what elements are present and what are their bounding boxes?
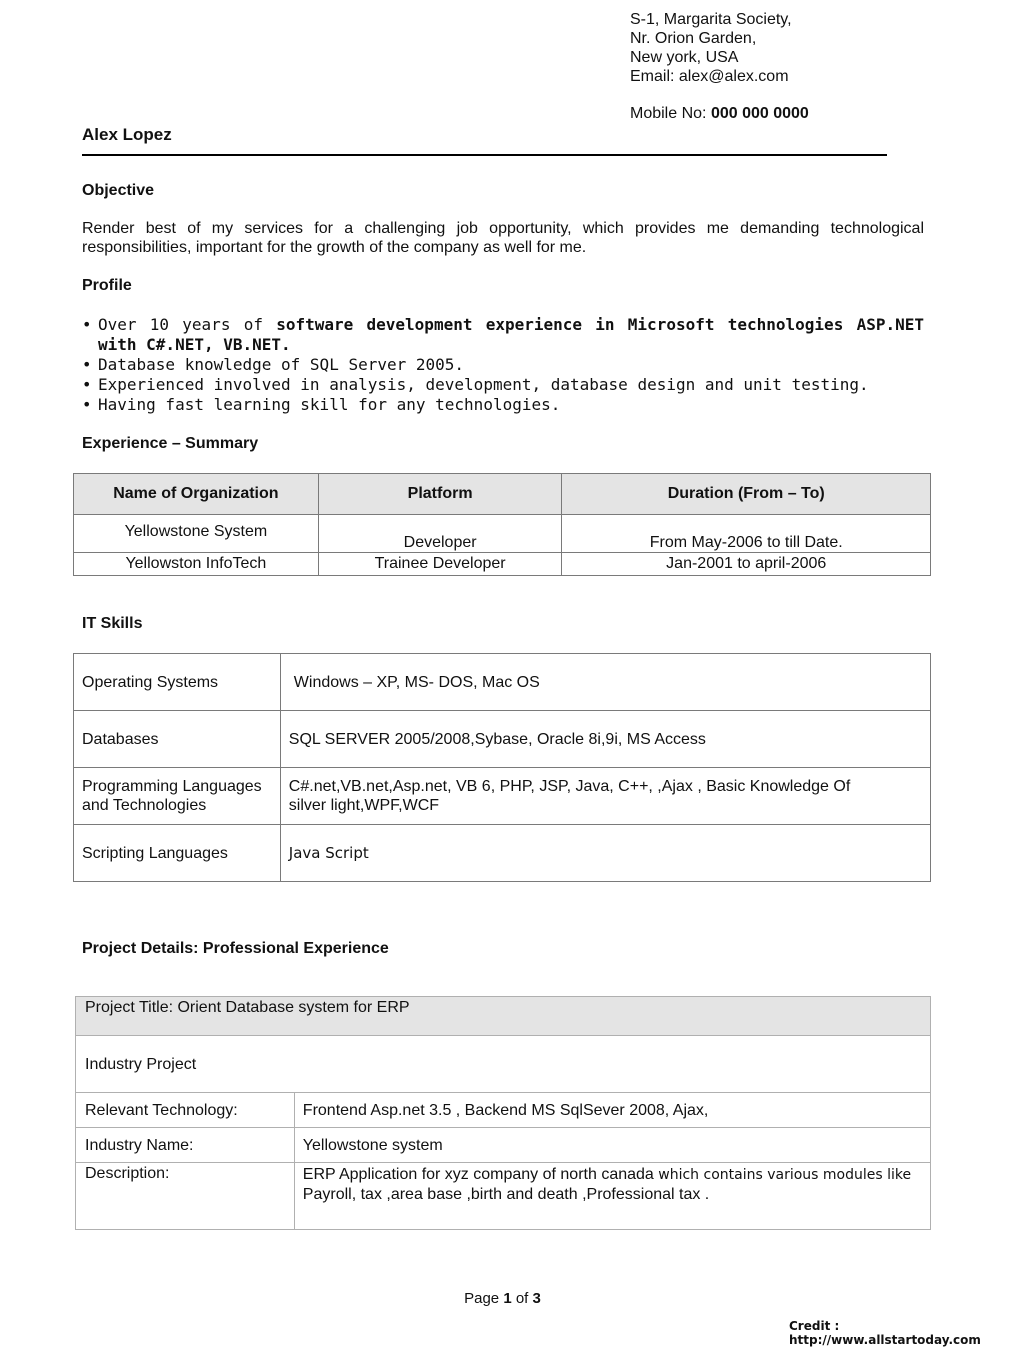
table-row: [74, 768, 931, 825]
experience-header-row: [74, 474, 931, 515]
duration-cell: Jan-2001 to april-2006: [562, 553, 931, 576]
profile-bullet-4-text: Having fast learning skill for any technologies.: [98, 395, 561, 414]
bullet-dot: •: [82, 395, 92, 414]
profile-bullet-3-text: Experienced involved in analysis, development, database design and unit testing.: [98, 375, 869, 394]
organization-cell: Yellowstone System: [74, 515, 319, 553]
experience-heading: Experience – Summary: [82, 435, 259, 452]
profile-bullet-2-text: Database knowledge of SQL Server 2005.: [98, 355, 465, 374]
page-word: Page: [464, 1290, 500, 1307]
page-number: [0, 1290, 1005, 1307]
industry-value: Yellowstone system: [294, 1128, 930, 1163]
table-row: [74, 553, 931, 576]
mobile-number: [630, 105, 809, 123]
contact-address: [630, 10, 792, 86]
candidate-name: Alex Lopez: [82, 125, 172, 144]
duration-cell: From May-2006 to till Date.: [562, 515, 931, 553]
profile-bullet-1-bold: software development experience in Microsoft technologies ASP.NET with C#.NET, VB.NET.: [98, 315, 924, 354]
platform-cell: Developer: [318, 515, 562, 553]
table-row: [74, 825, 931, 882]
column-header: Name of Organization: [74, 474, 319, 515]
skill-value: Java Script: [280, 825, 930, 882]
address-line-1: S-1, Margarita Society,: [630, 11, 792, 28]
profile-bullet-4: [82, 395, 924, 415]
it-skills-table: [73, 653, 931, 882]
profile-bullet-3: [82, 375, 924, 395]
profile-bullet-1-text: Over 10 years of: [98, 315, 277, 334]
table-row: [76, 1163, 931, 1230]
column-header: Duration (From – To): [562, 474, 931, 515]
objective-heading: Objective: [82, 182, 155, 199]
column-header: Platform: [318, 474, 562, 515]
description-small: which contains various modules like: [658, 1167, 912, 1183]
page-of: of: [515, 1290, 529, 1307]
skill-value: C#.net,VB.net,Asp.net, VB 6, PHP, JSP, Java, C++, ,Ajax , Basic Knowledge Of silver light,WPF,WCF: [280, 768, 930, 825]
skill-value: SQL SERVER 2005/2008,Sybase, Oracle 8i,9i, MS Access: [280, 711, 930, 768]
page-current: 1: [503, 1290, 512, 1307]
description-rest: Payroll, tax ,area base ,birth and death ,Professional tax .: [302, 1186, 710, 1203]
industry-label: Industry Name:: [76, 1128, 295, 1163]
skill-category: Programming Languages and Technologies: [74, 768, 281, 825]
header-divider: [82, 154, 887, 156]
mobile-label: Mobile No:: [630, 105, 707, 122]
table-row: [76, 1128, 931, 1163]
tech-value: Frontend Asp.net 3.5 , Backend MS SqlSever 2008, Ajax,: [294, 1093, 930, 1128]
experience-table: [73, 473, 931, 576]
address-line-3: New york, USA: [630, 49, 739, 66]
bullet-dot: •: [82, 375, 92, 394]
skill-value: Windows – XP, MS- DOS, Mac OS: [280, 654, 930, 711]
platform-cell: Trainee Developer: [318, 553, 562, 576]
description-main: ERP Application for xyz company of north canada: [302, 1166, 659, 1183]
skill-category: Databases: [74, 711, 281, 768]
project-title: Project Title: Orient Database system for ERP: [76, 997, 931, 1036]
profile-bullet-1: [82, 315, 924, 355]
skill-category: Scripting Languages: [74, 825, 281, 882]
description-value: [294, 1163, 930, 1230]
skill-category: Operating Systems: [74, 654, 281, 711]
email-line: Email: alex@alex.com: [630, 68, 789, 85]
tech-label: Relevant Technology:: [76, 1093, 295, 1128]
objective-text: Render best of my services for a challenging job opportunity, which provides me demanding technological responsibilities, important for the growth of the company as well for me.: [82, 220, 924, 256]
description-label: Description:: [76, 1163, 295, 1230]
page-total: 3: [532, 1290, 541, 1307]
organization-cell: Yellowston InfoTech: [74, 553, 319, 576]
project-table: [75, 996, 931, 1230]
table-row: [74, 515, 931, 553]
project-title-row: [76, 997, 931, 1036]
project-type-row: [76, 1036, 931, 1093]
table-row: [74, 711, 931, 768]
credit-watermark: Credit : http://www.allstartoday.com: [789, 1319, 981, 1347]
profile-bullet-2: [82, 355, 924, 375]
project-type: Industry Project: [76, 1036, 931, 1093]
address-line-2: Nr. Orion Garden,: [630, 30, 757, 47]
bullet-dot: •: [82, 315, 92, 334]
mobile-value: 000 000 0000: [710, 105, 809, 122]
table-row: [76, 1093, 931, 1128]
project-heading: Project Details: Professional Experience: [82, 940, 389, 957]
it-skills-heading: IT Skills: [82, 615, 143, 632]
table-row: [74, 654, 931, 711]
bullet-dot: •: [82, 355, 92, 374]
profile-heading: Profile: [82, 277, 132, 294]
profile-list: [82, 315, 924, 415]
